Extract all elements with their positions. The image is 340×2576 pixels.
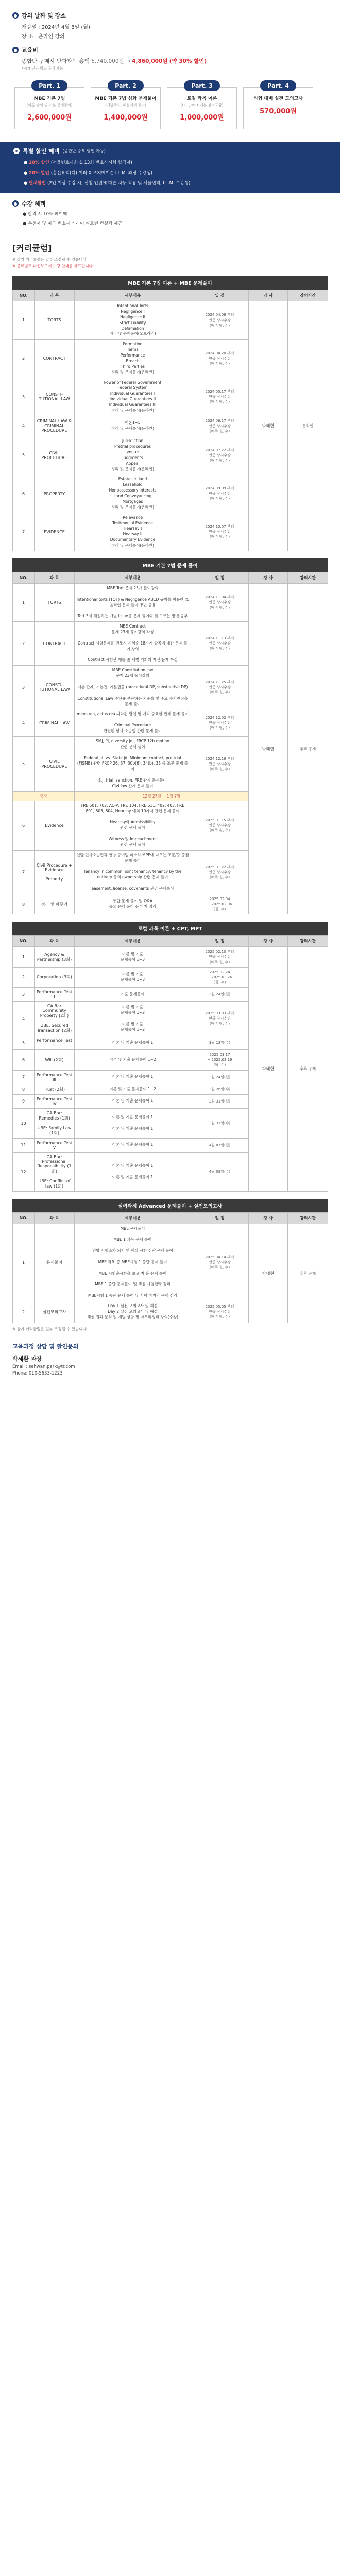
table-row xyxy=(13,301,328,340)
row-number: 9 xyxy=(13,1094,35,1108)
part-title: MBE 기본 7법 심화 문제풀이 xyxy=(95,96,157,101)
row-schedule: 3월 12일(수) xyxy=(191,1036,249,1050)
row-number: 10 xyxy=(13,1108,35,1138)
row-number: 4 xyxy=(13,416,35,436)
row-number: 2 xyxy=(13,967,35,987)
row-subject: CA Bar: Professional Responsibility (1회) UBE: Conflict of law (1회) xyxy=(35,1152,75,1191)
column-header: 강 사 xyxy=(249,936,288,947)
benefit-item: ● 20% 할인 (서울변호사회 & 13회 변호사시험 합격자) xyxy=(24,160,132,165)
benefit-item-text: (홍신요리(디) 이러 X 조지메이슨 LL.M. 과정 수강생) xyxy=(50,171,152,176)
part-subtitle: (CPT, MPT 기본 강의포함) xyxy=(180,103,224,107)
fee-full-price: 6,740,000원 xyxy=(91,58,124,64)
row-content: Formation Terms Performance Breach Third Parties 정리 및 문제풀이(온라인) xyxy=(75,340,191,378)
row-subject: CONTRACT xyxy=(35,340,75,378)
column-header: 강 사 xyxy=(249,1212,288,1224)
row-number: 2 xyxy=(13,1301,35,1323)
row-content: 이론 및 기출 문제풀이 1~2 xyxy=(75,1050,191,1070)
row-number: 2 xyxy=(13,340,35,378)
row-subject: CRIMINAL LAW & CRIMINAL PROCEDURE xyxy=(35,416,75,436)
gift-icon: ● xyxy=(12,200,19,207)
benefit-section xyxy=(0,142,340,193)
part-title: 로컬 과목 이론 xyxy=(186,96,217,101)
row-content: 연방 민사소송법과 연방 증거법 미소하 MPE에 나오는 조문/증 중점 문제 풀이 Tenancy in common, joint tenancy, tenancy by the entirety 등의 ownership 관련 문제 풀이 easement, license, covenants 관련 문제풀이 xyxy=(75,850,191,894)
instructor-cell: 박태현 xyxy=(249,1224,288,1323)
row-subject: Corporation (3회) xyxy=(35,967,75,987)
row-number: 3 xyxy=(13,666,35,709)
row-content: MBE Constitution law 문제 23개 풀이강의 기본 판례, 기본권, 기본권을 (procedural DP, substantive DP) Constitutional Law 주된용 분단하는 기준을 및 주요 수지만점을 문제 풀이 xyxy=(75,666,191,709)
column-header: 세부내용 xyxy=(75,572,191,583)
curriculum-tables xyxy=(0,276,340,1323)
column-header: 강의시간 xyxy=(288,1212,328,1224)
calendar-icon: ● xyxy=(12,12,19,19)
curriculum-note: ※ 상기 커리큘럼은 일부 조정될 수 있습니다 xyxy=(12,257,87,262)
benefit-item-pre: 20% 할인 xyxy=(29,160,51,165)
row-subject: Performance Test I xyxy=(35,988,75,1002)
row-subject: CRIMINAL LAW xyxy=(35,709,75,737)
table-row xyxy=(13,947,328,967)
contact-name: 박세환 과장 xyxy=(12,1355,42,1362)
row-subject: EVIDENCE xyxy=(35,513,75,551)
row-content: MBE Contract 문제 23개 풀이강의 작성 Contract 시험문제를 멘토시 시험순 18가지 항목에 대한 문제 풀이 강의 Contract 시험관 때를 줄 개별 기회의 제신 문제 특징 xyxy=(75,622,191,666)
part-subtitle: (이론 강의 및 기본 문제풀이) xyxy=(26,103,73,107)
column-header: 세부내용 xyxy=(75,936,191,947)
contact-section xyxy=(0,1333,340,1384)
part-tag: Part. 1 xyxy=(31,80,67,91)
part-card-1 xyxy=(14,76,84,129)
row-schedule: 2024.04.08 부터 연중 상시수강 (매주 월, 수) xyxy=(191,301,249,340)
fee-header xyxy=(12,46,328,54)
part-price: 1,000,000원 xyxy=(180,114,224,122)
row-content: 이론 및 기출 문제풀이 1 xyxy=(75,1036,191,1050)
row-content: Day 1 실전 모의고사 및 해설 Day 2 실전 모의고사 및 해설 해설 결과 분석 및 개별 상담 및 마무리정리 강의(수강) xyxy=(75,1301,191,1323)
row-schedule: 3월 31일(월) xyxy=(191,1094,249,1108)
row-subject: TORTS xyxy=(35,583,75,621)
fee-note: *Part 단과 별도 구매 가능 xyxy=(22,66,63,71)
row-schedule: 2025.01.15 부터 연중 상시수강 (매주 월, 수) xyxy=(191,801,249,850)
contact-phone[interactable]: Phone: 010-5633-1223 xyxy=(12,1370,63,1376)
row-subject: Performance Test IV xyxy=(35,1094,75,1108)
row-schedule: 2025.03.03 부터 연중 상시수강 (매주 월, 수) xyxy=(191,1002,249,1036)
column-header: 일 정 xyxy=(191,936,249,947)
row-schedule: 3월 31일(수) xyxy=(191,1108,249,1138)
break-label: 종강 xyxy=(13,791,75,801)
row-number: 7 xyxy=(13,850,35,894)
instructor-cell: 박태현 xyxy=(249,583,288,914)
fee-prefix: 종합반 구매시 단과과목 총액 xyxy=(22,58,92,64)
row-schedule: 2024.07.22 부터 연중 상시수강 (매주 월, 수) xyxy=(191,436,249,474)
row-number: 7 xyxy=(13,1070,35,1084)
row-schedule: 3월 24일(월) xyxy=(191,1070,249,1084)
row-subject: CIVIL PROCEDURE xyxy=(35,736,75,791)
row-subject: PROPERTY xyxy=(35,474,75,513)
row-number: 4 xyxy=(13,1002,35,1036)
curriculum-grid xyxy=(12,290,328,551)
row-schedule: 2024.11.04 부터 연중 상시수강 (매주 월, 수) xyxy=(191,583,249,621)
course-header xyxy=(12,11,328,20)
column-header: NO. xyxy=(13,290,35,301)
table-title: 로컬 과목 이론 + CPT, MPT xyxy=(12,922,328,935)
row-schedule: 2025.05.05 부터 연중 상시수강 (매주 월, 수) xyxy=(191,1301,249,1323)
feature-item: ● 추천서 및 미국 변호사 커리어 파트빈 컨설팅 제공 xyxy=(23,221,123,226)
row-content: Intentional Torts Negligence I Negligence II Strict Liability Defamation 정리 및 문제풀이(오프라인) xyxy=(75,301,191,340)
row-number: 8 xyxy=(13,1084,35,1094)
feature-item-text: 합격 시 10% 페이백 xyxy=(28,212,67,217)
row-content: Jurisdiction Pretrial procedures venue Judgments Appeal 정리 및 문제풀이(온라인) xyxy=(75,436,191,474)
row-content: 이론 및 기출 문제풀이 1~2 이론 및 기출 문제풀이 1~2 xyxy=(75,1002,191,1036)
benefit-item-text: (서울변호사회 & 13회 변호사시험 합격자) xyxy=(50,160,132,165)
column-header: 강의시간 xyxy=(288,290,328,301)
curriculum-title: [커리큘럼] xyxy=(12,243,52,253)
column-header: 과 목 xyxy=(35,572,75,583)
hours-cell: 추후 공개 xyxy=(288,583,328,914)
row-content: 이론 및 기출 문제풀이 1 이론 및 기출 문제풀이 1 xyxy=(75,1152,191,1191)
benefit-title-sub: (종합반 중복 할인 가능) xyxy=(62,148,106,154)
row-number: 1 xyxy=(13,583,35,621)
row-content: Relevance Testimonial Evidence Hearsay I Hearsay II Documentary Evidence 정리 및 문제풀이(온라인) xyxy=(75,513,191,551)
row-number: 1 xyxy=(13,301,35,340)
row-number: 6 xyxy=(13,474,35,513)
row-subject: 실전모의고사 xyxy=(35,1301,75,1323)
parts-row xyxy=(14,76,328,129)
benefit-item: ● 단체할인 (2인 이상 수강 시, 신청 인원에 따른 차등 적용 및 서울변리, LL.M. 수강생) xyxy=(24,181,191,186)
row-schedule: 4월 09일(수) xyxy=(191,1152,249,1191)
row-content: 이론 및 기출 문제풀이 1~2 xyxy=(75,1084,191,1094)
row-content: MBE 문제풀이 MBE 1 과목 문제 풀이 연방 시험소가 되기 및 핵심 시험 전략 문제 풀이 MBE 과목 중 MBE시험 1 중단 문제 풀이 MBE 시험출시험을 보고 지 올 문제 풀이 MBE 1 중단 문제풀이 및 핵심 시험전략 정리 MBE시험 1 중단 문제 풀이 및 시험 마지막 문제 정리 xyxy=(75,1224,191,1301)
benefit-header xyxy=(13,147,327,155)
benefit-title: 특별 할인 혜택 xyxy=(23,148,60,155)
row-number: 8 xyxy=(13,894,35,914)
column-header: 세부내용 xyxy=(75,1212,191,1224)
row-subject: 정리 및 마무리 xyxy=(35,894,75,914)
column-header: NO. xyxy=(13,936,35,947)
row-content: SMJ, PJ, diversity jd., FRCP 12b motion 관련 문제 풀이 Federal jd. vs. State jd. Minimum contact, pre-trial (FJSMB) 관련 FRCP 26, 37, 30b(6), 34(b), 33 중 조문 문제 풀이 S.J. trial, sanction, FRE 관계 문제풀이 Civi law 관계 문제 풀이 xyxy=(75,736,191,791)
fee-title: 교육비 xyxy=(22,47,38,54)
column-header: NO. xyxy=(13,572,35,583)
row-content: 이론 및 기출 문제풀이 1~3 xyxy=(75,947,191,967)
row-subject: Performance Test V xyxy=(35,1138,75,1152)
row-subject: Civil Procedure + Evidence Property xyxy=(35,850,75,894)
row-subject: Agency & Partnership (3회) xyxy=(35,947,75,967)
benefit-item-pre: 20% 할인 xyxy=(29,171,51,176)
column-header: 과 목 xyxy=(35,290,75,301)
table-header-row xyxy=(13,290,328,301)
row-number: 5 xyxy=(13,436,35,474)
column-header: 강의시간 xyxy=(288,572,328,583)
row-schedule: 2025.04.14 부터 연중 상시수강 (매주 월, 수) xyxy=(191,1224,249,1301)
curriculum-table-1 xyxy=(12,276,328,551)
star-icon: ★ xyxy=(13,148,20,154)
table-title: MBE 기본 7법 이론 + MBE 문제풀이 xyxy=(12,276,328,290)
row-schedule: 2025.02.04 ~ 2025.02.06 (월, 수) xyxy=(191,894,249,914)
part-price: 2,600,000원 xyxy=(27,114,72,122)
column-header: NO. xyxy=(13,1212,35,1224)
part-tag: Part. 4 xyxy=(260,80,296,91)
contact-head: 교육과정 상담 및 할인문의 xyxy=(12,1343,79,1350)
hours-cell: 추후 공개 xyxy=(288,1224,328,1323)
row-schedule: 2024.11.13 부터 연중 상시수강 (매주 월, 수) xyxy=(191,622,249,666)
row-number: 5 xyxy=(13,736,35,791)
column-header: 강의시간 xyxy=(288,936,328,947)
part-card-4 xyxy=(243,76,313,129)
row-content: 이론 및 기출 문제풀이 1 xyxy=(75,1094,191,1108)
column-header: 일 정 xyxy=(191,1212,249,1224)
row-subject: CONSTI-TUTIONAL LAW xyxy=(35,378,75,416)
column-header: 강 사 xyxy=(249,290,288,301)
part-title: MBE 기본 7법 xyxy=(33,96,65,101)
curriculum-table-4 xyxy=(12,1199,328,1323)
row-schedule: 2024.12.16 부터 연중 상시수강 (매주 월, 수) xyxy=(191,736,249,791)
row-schedule: 3월 26일(수) xyxy=(191,1084,249,1094)
row-schedule: 2024.12.02 부터 연중 상시수강 (매주 월, 수) xyxy=(191,709,249,737)
part-subtitle: (개념주도, 해설에서 풀이) xyxy=(105,103,146,107)
row-schedule: 2025.02.24 ~ 2025.03.26 (월, 수) xyxy=(191,967,249,987)
row-number: 12 xyxy=(13,1152,35,1191)
row-content: FRE 501, 702, AC-P, FRE 104, FRE 611, 402, 403, FRE 801, 805, 804, Hearsay 예외 10가지 관련 문제 풀이 Hearsay와 Admissibility 관련 문제 풀이 Witness 및 Impeachment 관련 문제 풀이 xyxy=(75,801,191,850)
curriculum-table-2 xyxy=(12,558,328,914)
part-card-3 xyxy=(167,76,237,129)
part-tag: Part. 2 xyxy=(108,80,144,91)
row-subject: Trust (2회) xyxy=(35,1084,75,1094)
row-content: 이론 및 기출 문제풀이 1 xyxy=(75,1138,191,1152)
feature-section xyxy=(0,193,340,228)
column-header: 세부내용 xyxy=(75,290,191,301)
row-schedule: 2024.05.17 부터 연중 상시수강 (매주 월, 수) xyxy=(191,378,249,416)
row-subject: CONTRACT xyxy=(35,622,75,666)
part-title: 시험 대비 실전 모의고사 xyxy=(253,96,303,101)
row-subject: Performance Test II xyxy=(35,1036,75,1050)
column-header: 과 목 xyxy=(35,936,75,947)
part-price: 1,400,000원 xyxy=(104,114,148,122)
part-box xyxy=(91,87,161,129)
part-box xyxy=(167,87,237,129)
feature-item-text: 추천서 및 미국 변호사 커리어 파트빈 컨설팅 제공 xyxy=(28,221,123,226)
column-header: 일 정 xyxy=(191,572,249,583)
course-info xyxy=(0,0,340,134)
column-header: 일 정 xyxy=(191,290,249,301)
row-content: Power of Federal Government Federal System Individual Guarantees I Individual Guarantees II Individual Guarantees III 정리 및 문제풀이(온라인) xyxy=(75,378,191,416)
fee-discount: (약 30% 할인) xyxy=(169,58,207,64)
part-box xyxy=(243,87,313,129)
row-content: 이론 및 기출 문제풀이 1 xyxy=(75,1070,191,1084)
row-number: 1 xyxy=(13,1224,35,1301)
hours-cell: 온라인 xyxy=(288,301,328,551)
table-row xyxy=(13,583,328,621)
row-subject: 문제풀이 xyxy=(35,1224,75,1301)
table-title: 실력과정 Advanced 문제풀이 + 실전모의고사 xyxy=(12,1199,328,1212)
fee-price-line xyxy=(22,57,328,65)
row-schedule: 2024.10.07 부터 연중 상시수강 (매주 월, 수) xyxy=(191,513,249,551)
table-title: MBE 기본 7법 문제 풀이 xyxy=(12,558,328,572)
part-price: 570,000원 xyxy=(260,108,297,115)
course-date: 개강일 : 2024년 4월 8일 (월) xyxy=(22,25,90,30)
row-subject: CA Bar: Remedies (1회) UBE: Family Law (1회) xyxy=(35,1108,75,1138)
coin-icon: ● xyxy=(12,47,19,53)
feature-header xyxy=(12,199,328,208)
table-header-row xyxy=(13,936,328,947)
curriculum-grid xyxy=(12,1212,328,1323)
benefit-item-pre: 단체할인 xyxy=(29,181,47,186)
row-number: 4 xyxy=(13,709,35,737)
feature-item: ● 합격 시 10% 페이백 xyxy=(23,212,67,217)
row-number: 3 xyxy=(13,378,35,416)
row-content: 이론1~5 정리 및 문제풀이(온라인) xyxy=(75,416,191,436)
row-schedule: 2024.04.20 부터 연중 상시수강 (매주 월, 수) xyxy=(191,340,249,378)
row-schedule: 2024.11.25 부터 연중 상시수강 (매주 월, 수) xyxy=(191,666,249,709)
row-content: 종합 문제 풀이 및 Q&A 중요 문제 풀이 등 마지 정리 xyxy=(75,894,191,914)
column-header: 강 사 xyxy=(249,572,288,583)
row-number: 3 xyxy=(13,988,35,1002)
row-number: 11 xyxy=(13,1138,35,1152)
curriculum-grid xyxy=(12,572,328,914)
row-number: 6 xyxy=(13,801,35,850)
column-header: 과 목 xyxy=(35,1212,75,1224)
row-subject: Will (2회) xyxy=(35,1050,75,1070)
curriculum-table-3 xyxy=(12,922,328,1191)
row-schedule: 4월 07일(월) xyxy=(191,1138,249,1152)
row-subject: CONSTI-TUTIONAL LAW xyxy=(35,666,75,709)
table-header-row xyxy=(13,1212,328,1224)
row-content: Estates in land Leasehold Nonpossessory Interests Land Conveyancing Mortgages 정리 및 문제풀이(온라인) xyxy=(75,474,191,513)
benefit-item: ● 20% 할인 (홍신요리(디) 이러 X 조지메이슨 LL.M. 과정 수강생) xyxy=(24,171,152,176)
hours-cell: 추후 공개 xyxy=(288,947,328,1191)
contact-email[interactable]: Email : sehwan.park@tr.com xyxy=(12,1364,75,1369)
row-content: mens rea, actus rea 파악된 발인 및 기타 중요한 판례 문제 풀이 Criminal Procedure 관련된 형사 소송법 관련 문제 풀이 xyxy=(75,709,191,737)
curriculum-grid xyxy=(12,935,328,1191)
row-number: 2 xyxy=(13,622,35,666)
part-box xyxy=(14,87,84,129)
benefit-item-text: (2인 이상 수강 시, 신청 인원에 따른 차등 적용 및 서울변리, LL.M. 수강생) xyxy=(47,181,191,186)
row-schedule: 2025.02.10 부터 연중 상시수강 (매주 월, 수) xyxy=(191,947,249,967)
row-schedule: 2025.03.17 ~ 2025.03.19 (월, 수) xyxy=(191,1050,249,1070)
row-schedule: 2024.06.17 부터 연중 상시수강 (매주 월, 수) xyxy=(191,416,249,436)
row-schedule: 2월 24일(월) xyxy=(191,988,249,1002)
row-subject: TORTS xyxy=(35,301,75,340)
course-title: 강의 날짜 및 장소 xyxy=(22,12,66,19)
table-header-row xyxy=(13,572,328,583)
feature-title: 수강 혜택 xyxy=(22,200,46,207)
row-content: MBE Tort 문제 23개 풀이강의 Intentional torts (TOT) & Negligence ABCD 규칙을 이용한 효율적인 문제 풀이 방법 공유 Tort 3제 해설하는 개별 issue를 문제 풀이와 및 고르는 방법 공부 xyxy=(75,583,191,621)
table-row xyxy=(13,1224,328,1301)
break-dates: 12월 27일 ~ 1월 7일 xyxy=(75,791,249,801)
instructor-cell: 박태현 xyxy=(249,301,288,551)
row-content: 이론 및 기출 문제풀이 1 이론 및 기출 문제풀이 1 xyxy=(75,1108,191,1138)
instructor-cell: 박태현 xyxy=(249,947,288,1191)
row-subject: CA Bar Community Property (2회) UBE: Secured Transaction (2회) xyxy=(35,1002,75,1036)
row-number: 5 xyxy=(13,1036,35,1050)
row-subject: CIVIL PROCEDURE xyxy=(35,436,75,474)
row-number: 7 xyxy=(13,513,35,551)
row-subject: Performance Test III xyxy=(35,1070,75,1084)
bottom-note: ※ 상기 커리큘럼은 일부 조정될 수 있습니다 xyxy=(12,1326,87,1331)
row-number: 6 xyxy=(13,1050,35,1070)
row-content: 기출 문제풀이 xyxy=(75,988,191,1002)
part-card-2 xyxy=(91,76,161,129)
row-number: 1 xyxy=(13,947,35,967)
course-place: 장 소 : 온라인 강의 xyxy=(22,34,65,40)
row-content: 이론 및 기출 문제풀이 1~3 xyxy=(75,967,191,987)
row-schedule: 2024.09.09 부터 연중 상시수강 (매주 월, 수) xyxy=(191,474,249,513)
fee-sale-price: 4,860,000원 xyxy=(132,58,168,64)
row-schedule: 2025.01.22 부터 연중 상시수강 (매주 월, 수) xyxy=(191,850,249,894)
part-tag: Part. 3 xyxy=(184,80,220,91)
fee-arrow: → xyxy=(124,58,132,64)
curriculum-note: ※ 종류별로 다운보드에 수강 안내를 해드립니다. xyxy=(12,264,94,268)
row-subject: Evidence xyxy=(35,801,75,850)
